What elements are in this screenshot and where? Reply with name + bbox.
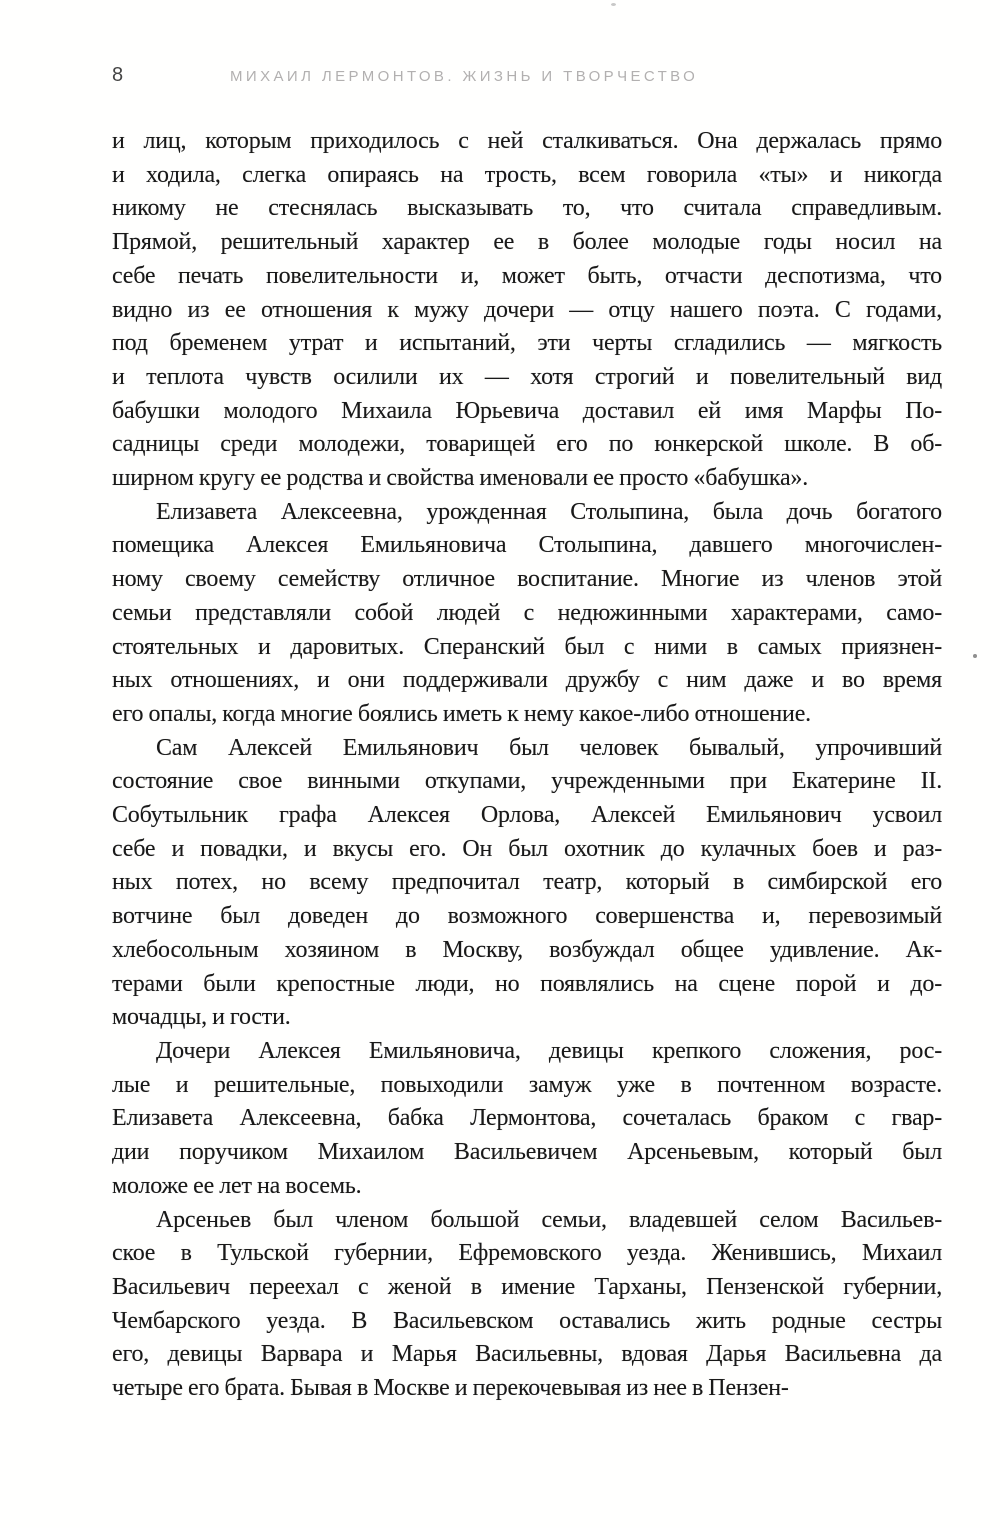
- text-line: Елизавета Алексеевна, урожденная Столыпина, была дочь богатого: [156, 498, 942, 525]
- text-line: садницы среди молодежи, товарищей его по юнкерской школе. В об-: [112, 431, 942, 458]
- paragraph: [112, 496, 942, 732]
- paragraph: [112, 1035, 942, 1204]
- text-line: терами были крепостные люди, но появлялись на сцене порой и до-: [112, 970, 942, 997]
- text-line: ширном кругу ее родства и свойства именовали ее просто «бабушка».: [112, 465, 809, 492]
- text-line: себе печать повелительности и, может быть, отчасти деспотизма, что: [112, 262, 942, 289]
- text-line: Прямой, решительный характер ее в более молодые годы носил на: [112, 229, 942, 256]
- text-line: семьи представляли собой людей с недюжинными характерами, само-: [112, 599, 942, 626]
- page-number: 8: [112, 64, 124, 86]
- body-text: [112, 125, 942, 1406]
- text-line: состояние свое винными откупами, учрежденными при Екатерине II.: [112, 768, 942, 795]
- text-line: видно из ее отношения к мужу дочери — отцу нашего поэта. С годами,: [112, 296, 942, 323]
- text-line: ское в Тульской губернии, Ефремовского уезда. Женившись, Михаил: [112, 1240, 942, 1267]
- paragraph: [112, 732, 942, 1035]
- text-line: моложе ее лет на восемь.: [112, 1172, 362, 1199]
- text-line: стоятельных и даровитых. Сперанский был с ними в самых приязнен-: [112, 633, 942, 660]
- text-line: Сам Алексей Емильянович был человек бывалый, упрочивший: [156, 734, 942, 761]
- text-line: хлебосольным хозяином в Москву, возбуждал общее удивление. Ак-: [112, 936, 942, 963]
- text-line: Елизавета Алексеевна, бабка Лермонтова, сочеталась браком с гвар-: [112, 1105, 942, 1132]
- text-line: мочадцы, и гости.: [112, 1004, 291, 1031]
- text-line: себе и повадки, и вкусы его. Он был охотник до кулачных боев и раз-: [112, 835, 942, 862]
- paragraph: [112, 125, 942, 496]
- text-line: ных потех, но всему предпочитал театр, который в симбирской его: [112, 869, 942, 896]
- text-line: ных отношениях, и они поддерживали дружбу с ним даже и во время: [112, 667, 942, 694]
- text-line: его, девицы Варвара и Марья Васильевны, вдовая Дарья Васильевна да: [112, 1341, 942, 1368]
- text-line: никому не стеснялась высказывать то, что считала справедливым.: [112, 195, 942, 222]
- paragraph: [112, 1204, 942, 1406]
- text-line: вотчине был доведен до возможного совершенства и, перевозимый: [112, 903, 942, 930]
- page-header: [112, 64, 942, 90]
- scan-speck: [973, 654, 977, 658]
- text-line: дии поручиком Михаилом Васильевичем Арсеньевым, который был: [112, 1139, 942, 1166]
- text-line: Чембарского уезда. В Васильевском оставались жить родные сестры: [112, 1307, 942, 1334]
- running-title: МИХАИЛ ЛЕРМОНТОВ. ЖИЗНЬ И ТВОРЧЕСТВО: [230, 68, 699, 85]
- text-line: и ходила, слегка опираясь на трость, всем говорила «ты» и никогда: [112, 161, 942, 188]
- text-line: лые и решительные, повыходили замуж уже в почтенном возрасте.: [112, 1071, 942, 1098]
- text-line: Васильевич переехал с женой в имение Тарханы, Пензенской губернии,: [112, 1273, 942, 1300]
- text-line: его опалы, когда многие боялись иметь к нему какое-либо отношение.: [112, 700, 811, 727]
- text-line: Дочери Алексея Емильяновича, девицы крепкого сложения, рос-: [156, 1037, 942, 1064]
- text-line: ному своему семейству отличное воспитание. Многие из членов этой: [112, 566, 942, 593]
- text-line: и лиц, которым приходилось с ней сталкиваться. Она держалась прямо: [112, 128, 942, 154]
- text-line: четыре его брата. Бывая в Москве и перекочевывая из нее в Пензен-: [112, 1375, 789, 1402]
- text-line: Арсеньев был членом большой семьи, владевшей селом Васильев-: [156, 1206, 942, 1233]
- text-line: Собутыльник графа Алексея Орлова, Алексей Емильянович усвоил: [112, 802, 942, 829]
- text-line: бабушки молодого Михаила Юрьевича доставил ей имя Марфы По-: [112, 397, 942, 424]
- text-line: и теплота чувств осилили их — хотя строгий и повелительный вид: [112, 363, 942, 390]
- scan-speck: [611, 3, 616, 6]
- text-line: помещика Алексея Емильяновича Столыпина, давшего многочислен-: [112, 532, 942, 559]
- text-line: под бременем утрат и испытаний, эти черты сгладились — мягкость: [112, 330, 942, 357]
